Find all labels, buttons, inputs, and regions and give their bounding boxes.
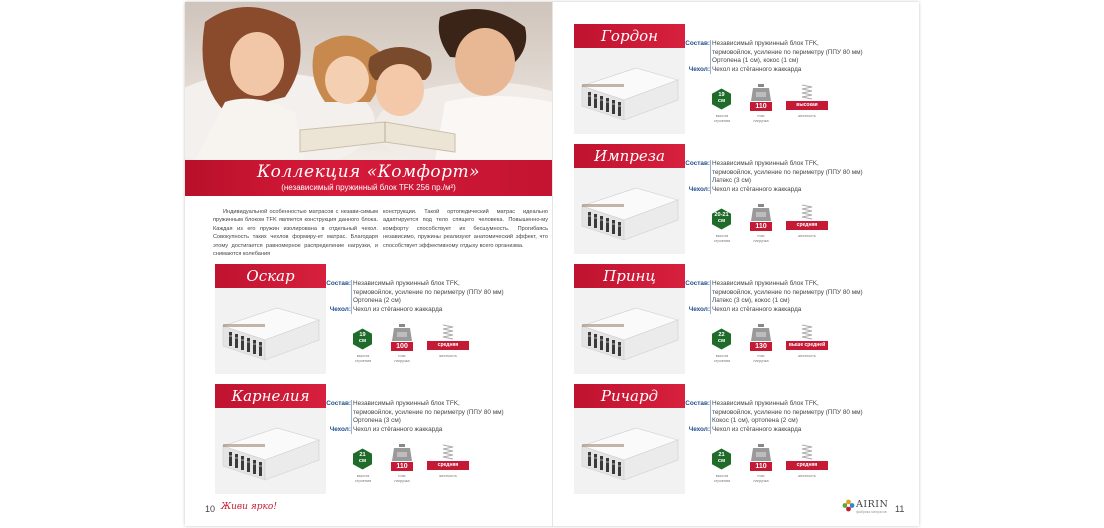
family-photo (185, 2, 552, 160)
product-image (215, 384, 326, 494)
stiffness-caption: жесткость (798, 354, 816, 358)
spec-divider (351, 400, 352, 434)
product-card (215, 384, 545, 496)
product-spec (685, 400, 902, 434)
composition-label: Состав: (685, 40, 710, 47)
spec-divider (710, 40, 711, 74)
spec-divider (351, 280, 352, 314)
mattress-illustration (574, 288, 685, 374)
height-badge (711, 328, 732, 350)
product-name: Импреза (574, 144, 685, 168)
height-caption: высота строения (713, 354, 731, 363)
load-badge (390, 444, 414, 472)
stiffness-badge (786, 444, 828, 472)
right-page (552, 2, 920, 526)
page-number-right: 11 (895, 504, 905, 514)
composition-line: Независимый пружинный блок TFK, (712, 400, 819, 407)
product-image (574, 144, 685, 254)
product-spec (326, 400, 543, 434)
product-name: Карнелия (215, 384, 326, 408)
spec-divider (710, 280, 711, 314)
cover-label: Чехол: (329, 425, 351, 433)
load-value: 110 (391, 462, 413, 471)
product-image (215, 264, 326, 374)
load-badge (390, 324, 414, 352)
flower-icon (842, 499, 855, 512)
left-page (185, 2, 552, 526)
stiffness-badge (786, 84, 828, 112)
product-card (574, 24, 904, 136)
height-badge (711, 208, 732, 230)
load-value: 110 (750, 462, 772, 471)
composition-label: Состав: (685, 400, 710, 407)
brochure-spread (185, 2, 919, 526)
composition-label: Состав: (326, 280, 351, 287)
composition-line: Независимый пружинный блок TFK, (353, 280, 460, 287)
stiffness-badge (786, 324, 828, 352)
product-badges (711, 204, 881, 244)
height-value: 22 см (717, 332, 726, 345)
composition-line: термовойлок, усиление по периметру (ППУ 80 мм) (353, 408, 504, 416)
height-value: 20-21 см (714, 212, 729, 225)
composition-label: Состав: (326, 400, 351, 407)
composition-line: Кокос (1 см), ортопена (2 см) (712, 417, 798, 425)
product-badges (352, 324, 522, 364)
composition-line: Ортопена (1 см), кокос (1 см) (712, 57, 799, 65)
height-caption: высота строения (354, 354, 372, 363)
cover-label: Чехол: (688, 305, 710, 313)
height-caption: высота строения (713, 234, 731, 243)
height-value: 21 см (358, 452, 367, 465)
product-badges (711, 84, 881, 124)
slogan: Живи ярко! (221, 502, 277, 512)
height-caption: высота строения (713, 474, 731, 483)
collection-title: Коллекция «Комфорт» (256, 162, 481, 182)
height-caption: высота строения (354, 474, 372, 483)
composition-line: термовойлок, усиление по периметру (ППУ 80 мм) (712, 168, 863, 176)
composition-line: Латекс (3 см), кокос (1 см) (712, 297, 790, 305)
spec-divider (710, 400, 711, 434)
product-spec (685, 280, 902, 314)
composition-line: Ортопена (3 см) (353, 417, 401, 425)
load-badge (749, 204, 773, 232)
mattress-illustration (574, 408, 685, 494)
composition-line: Ортопена (2 см) (353, 297, 401, 305)
intro-text-col1: Индивидуальной особенностью матрасов с незави-симым пружинным блоком TFK является конструкция данного блока. Каждая из его пружин изолирована в отдельный чехол. Совокупность таких чехлов формиру-ет матрас. Благодаря этому достигается равномерное распределение нагрузки, и снимаются колебания (213, 209, 378, 258)
product-image (574, 264, 685, 374)
cover-line: Чехол из стёганного жаккарда (712, 425, 802, 433)
product-badges (711, 324, 881, 364)
load-value: 110 (750, 102, 772, 111)
load-caption: max нагрузка (753, 114, 769, 123)
load-caption: max нагрузка (394, 354, 410, 363)
product-spec (685, 40, 902, 74)
height-badge (711, 448, 732, 470)
height-value: 21 см (717, 452, 726, 465)
airin-logo (842, 498, 905, 518)
height-badge (711, 88, 732, 110)
stiffness-badge (786, 204, 828, 232)
product-spec (685, 160, 902, 194)
cover-line: Чехол из стёганного жаккарда (353, 305, 443, 313)
stiffness-value: средняя (427, 461, 469, 470)
composition-line: термовойлок, усиление по периметру (ППУ 80 мм) (353, 288, 504, 296)
stiffness-badge (427, 324, 469, 352)
collection-subtitle: (независимый пружинный блок TFK 256 пр./м²) (281, 183, 456, 192)
load-caption: max нагрузка (753, 234, 769, 243)
composition-line: Независимый пружинный блок TFK, (353, 400, 460, 407)
stiffness-caption: жесткость (439, 474, 457, 478)
product-badges (711, 444, 881, 484)
product-name: Принц (574, 264, 685, 288)
cover-line: Чехол из стёганного жаккарда (712, 185, 802, 193)
height-badge (352, 328, 373, 350)
product-card (574, 384, 904, 496)
height-value: 19 см (358, 332, 367, 345)
spec-divider (710, 160, 711, 194)
product-card (215, 264, 545, 376)
stiffness-caption: жесткость (439, 354, 457, 358)
composition-line: термовойлок, усиление по периметру (ППУ 80 мм) (712, 408, 863, 416)
product-image (574, 24, 685, 134)
load-caption: max нагрузка (394, 474, 410, 483)
load-caption: max нагрузка (753, 474, 769, 483)
load-value: 100 (391, 342, 413, 351)
stiffness-badge (427, 444, 469, 472)
product-image (574, 384, 685, 494)
composition-label: Состав: (685, 280, 710, 287)
stiffness-value: выше средней (786, 341, 828, 350)
height-badge (352, 448, 373, 470)
load-value: 130 (750, 342, 772, 351)
mattress-illustration (574, 48, 685, 134)
stiffness-value: высокая (786, 101, 828, 110)
stiffness-value: средняя (786, 461, 828, 470)
product-card (574, 144, 904, 256)
load-badge (749, 324, 773, 352)
height-value: 19 см (717, 92, 726, 105)
brand-tagline: фабрика матрасов (856, 510, 887, 514)
load-value: 110 (750, 222, 772, 231)
intro-text-col2: конструкции. Такой ортопедический матрас идеально адаптируется под тело спящего человека. Повышенно-му комфорту способствует их бесшумность. Прогибаясь независимо, пружины реализуют анатомический эффект, что способствует эффективному отдыху всего организма. (383, 209, 548, 249)
mattress-illustration (215, 288, 326, 374)
cover-label: Чехол: (688, 65, 710, 73)
product-name: Оскар (215, 264, 326, 288)
product-name: Ричард (574, 384, 685, 408)
cover-line: Чехол из стёганного жаккарда (712, 305, 802, 313)
cover-label: Чехол: (688, 425, 710, 433)
composition-label: Состав: (685, 160, 710, 167)
product-name: Гордон (574, 24, 685, 48)
height-caption: высота строения (713, 114, 731, 123)
product-spec (326, 280, 543, 314)
product-card (574, 264, 904, 376)
mattress-illustration (574, 168, 685, 254)
stiffness-value: средняя (786, 221, 828, 230)
mattress-illustration (215, 408, 326, 494)
composition-line: термовойлок, усиление по периметру (ППУ 80 мм) (712, 288, 863, 296)
stiffness-caption: жесткость (798, 114, 816, 118)
composition-line: Латекс (3 см) (712, 177, 752, 185)
composition-line: термовойлок, усиление по периметру (ППУ 80 мм) (712, 48, 863, 56)
cover-line: Чехол из стёганного жаккарда (353, 425, 443, 433)
composition-line: Независимый пружинный блок TFK, (712, 280, 819, 287)
product-badges (352, 444, 522, 484)
load-badge (749, 444, 773, 472)
cover-label: Чехол: (688, 185, 710, 193)
cover-line: Чехол из стёганного жаккарда (712, 65, 802, 73)
stiffness-caption: жесткость (798, 474, 816, 478)
cover-label: Чехол: (329, 305, 351, 313)
composition-line: Независимый пружинный блок TFK, (712, 160, 819, 167)
stiffness-value: средняя (427, 341, 469, 350)
stiffness-caption: жесткость (798, 234, 816, 238)
page-number-left: 10 (205, 504, 216, 514)
load-caption: max нагрузка (753, 354, 769, 363)
brand-name: AIRIN (856, 499, 889, 510)
collection-banner (185, 160, 552, 196)
composition-line: Независимый пружинный блок TFK, (712, 40, 819, 47)
load-badge (749, 84, 773, 112)
